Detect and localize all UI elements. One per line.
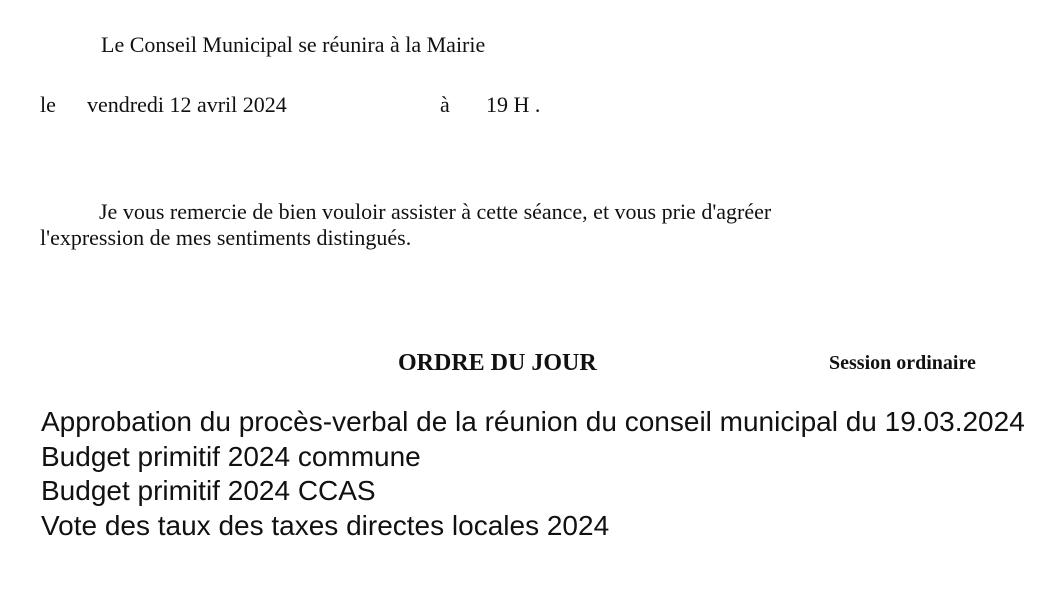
- agenda-list: [41, 405, 1031, 543]
- closing-line-1: Je vous remercie de bien vouloir assister à cette séance, et vous prie d'agréer: [99, 199, 772, 224]
- agenda-item: Budget primitif 2024 commune: [41, 440, 421, 472]
- meeting-date-line: [40, 92, 640, 120]
- agenda-title: ORDRE DU JOUR: [398, 350, 597, 376]
- session-label: Session ordinaire: [829, 352, 976, 374]
- closing-line-2: l'expression de mes sentiments distingués.: [40, 225, 412, 250]
- convocation-text: Le Conseil Municipal se réunira à la Mairie: [101, 32, 486, 57]
- meeting-time: 19 H .: [486, 92, 541, 117]
- agenda-item: Approbation du procès-verbal de la réunion du conseil municipal du 19.03.2024: [41, 406, 1025, 437]
- agenda-item: Vote des taux des taxes directes locales 2024: [41, 509, 610, 541]
- time-prefix: à: [440, 92, 450, 117]
- date-prefix: le: [40, 92, 56, 117]
- closing-paragraph: [40, 199, 920, 251]
- meeting-date: vendredi 12 avril 2024: [87, 92, 287, 117]
- agenda-item: Budget primitif 2024 CCAS: [41, 475, 376, 506]
